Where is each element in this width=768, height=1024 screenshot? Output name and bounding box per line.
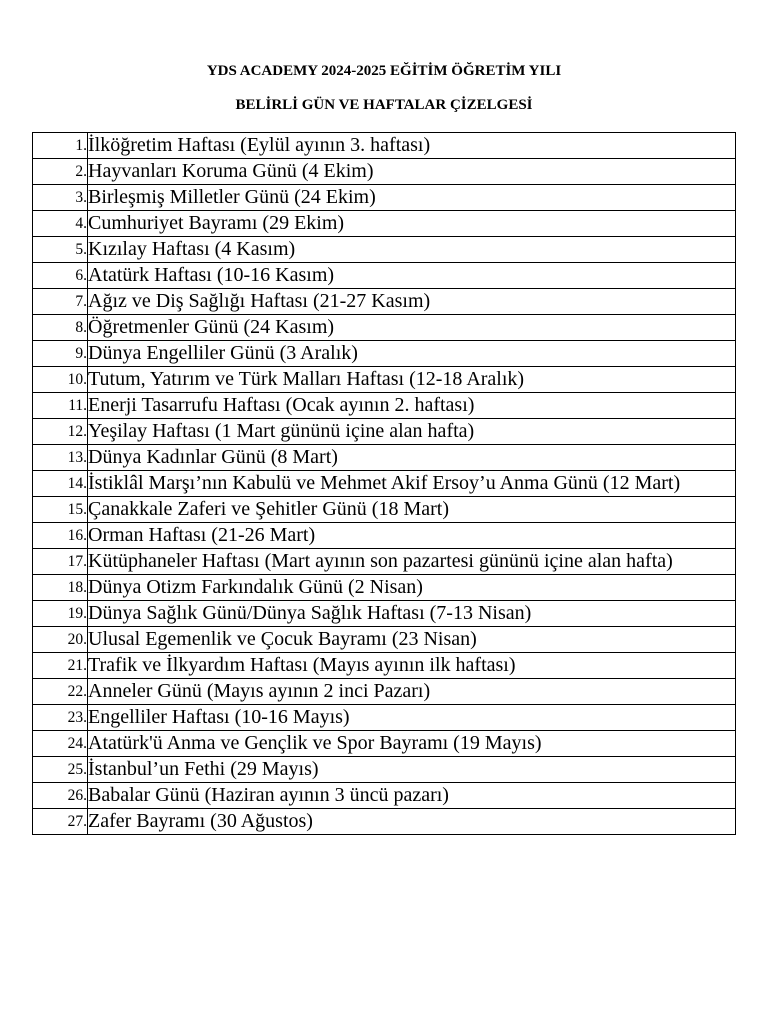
document-subtitle: BELİRLİ GÜN VE HAFTALAR ÇİZELGESİ (235, 97, 533, 113)
table-row (33, 653, 736, 679)
table-row (33, 809, 736, 835)
row-text: Atatürk'ü Anma ve Gençlik ve Spor Bayramı (19 Mayıs) (88, 731, 736, 757)
row-number: 27. (33, 809, 88, 835)
row-text: Çanakkale Zaferi ve Şehitler Günü (18 Mart) (88, 497, 736, 523)
row-number: 25. (33, 757, 88, 783)
row-number: 26. (33, 783, 88, 809)
row-number: 5. (33, 237, 88, 263)
row-number: 12. (33, 419, 88, 445)
row-number: 2. (33, 159, 88, 185)
row-number: 13. (33, 445, 88, 471)
row-number: 23. (33, 705, 88, 731)
row-number: 15. (33, 497, 88, 523)
row-text: Öğretmenler Günü (24 Kasım) (88, 315, 736, 341)
table-row (33, 575, 736, 601)
row-number: 14. (33, 471, 88, 497)
row-text: Engelliler Haftası (10-16 Mayıs) (88, 705, 736, 731)
row-number: 1. (33, 133, 88, 159)
table-row (33, 679, 736, 705)
row-text: Kızılay Haftası (4 Kasım) (88, 237, 736, 263)
row-number: 24. (33, 731, 88, 757)
row-number: 21. (33, 653, 88, 679)
row-text: İlköğretim Haftası (Eylül ayının 3. haftası) (88, 133, 736, 159)
row-number: 20. (33, 627, 88, 653)
events-table-body (33, 133, 736, 835)
table-row (33, 471, 736, 497)
table-row (33, 393, 736, 419)
table-row (33, 185, 736, 211)
row-text: Yeşilay Haftası (1 Mart gününü içine alan hafta) (88, 419, 736, 445)
row-number: 7. (33, 289, 88, 315)
document-title: YDS ACADEMY 2024-2025 EĞİTİM ÖĞRETİM YILI (206, 63, 562, 79)
events-table (32, 132, 736, 835)
row-text: İstanbul’un Fethi (29 Mayıs) (88, 757, 736, 783)
row-text: Birleşmiş Milletler Günü (24 Ekim) (88, 185, 736, 211)
table-row (33, 367, 736, 393)
row-text: Zafer Bayramı (30 Ağustos) (88, 809, 736, 835)
table-row (33, 341, 736, 367)
row-text: Dünya Engelliler Günü (3 Aralık) (88, 341, 736, 367)
row-number: 9. (33, 341, 88, 367)
row-number: 22. (33, 679, 88, 705)
table-row (33, 731, 736, 757)
row-text: Hayvanları Koruma Günü (4 Ekim) (88, 159, 736, 185)
row-text: Atatürk Haftası (10-16 Kasım) (88, 263, 736, 289)
table-row (33, 237, 736, 263)
row-text: Cumhuriyet Bayramı (29 Ekim) (88, 211, 736, 237)
row-number: 6. (33, 263, 88, 289)
row-text: Dünya Sağlık Günü/Dünya Sağlık Haftası (7-13 Nisan) (88, 601, 736, 627)
row-text: Orman Haftası (21-26 Mart) (88, 523, 736, 549)
table-row (33, 783, 736, 809)
table-row (33, 211, 736, 237)
table-row (33, 601, 736, 627)
table-row (33, 289, 736, 315)
table-row (33, 523, 736, 549)
row-text: Tutum, Yatırım ve Türk Malları Haftası (12-18 Aralık) (88, 367, 736, 393)
table-row (33, 627, 736, 653)
table-row (33, 705, 736, 731)
table-row (33, 497, 736, 523)
row-text: Kütüphaneler Haftası (Mart ayının son pazartesi gününü içine alan hafta) (88, 549, 736, 575)
row-number: 10. (33, 367, 88, 393)
row-number: 8. (33, 315, 88, 341)
row-number: 4. (33, 211, 88, 237)
table-row (33, 549, 736, 575)
table-row (33, 419, 736, 445)
row-number: 19. (33, 601, 88, 627)
row-text: İstiklâl Marşı’nın Kabulü ve Mehmet Akif Ersoy’u Anma Günü (12 Mart) (88, 471, 736, 497)
row-text: Ulusal Egemenlik ve Çocuk Bayramı (23 Nisan) (88, 627, 736, 653)
row-number: 3. (33, 185, 88, 211)
table-row (33, 159, 736, 185)
row-number: 11. (33, 393, 88, 419)
row-number: 16. (33, 523, 88, 549)
row-text: Dünya Kadınlar Günü (8 Mart) (88, 445, 736, 471)
row-text: Ağız ve Diş Sağlığı Haftası (21-27 Kasım) (88, 289, 736, 315)
row-text: Trafik ve İlkyardım Haftası (Mayıs ayının ilk haftası) (88, 653, 736, 679)
row-text: Babalar Günü (Haziran ayının 3 üncü pazarı) (88, 783, 736, 809)
table-row (33, 263, 736, 289)
row-text: Enerji Tasarrufu Haftası (Ocak ayının 2. haftası) (88, 393, 736, 419)
table-row (33, 445, 736, 471)
row-number: 17. (33, 549, 88, 575)
table-row (33, 757, 736, 783)
row-number: 18. (33, 575, 88, 601)
table-row (33, 133, 736, 159)
row-text: Dünya Otizm Farkındalık Günü (2 Nisan) (88, 575, 736, 601)
row-text: Anneler Günü (Mayıs ayının 2 inci Pazarı) (88, 679, 736, 705)
table-row (33, 315, 736, 341)
